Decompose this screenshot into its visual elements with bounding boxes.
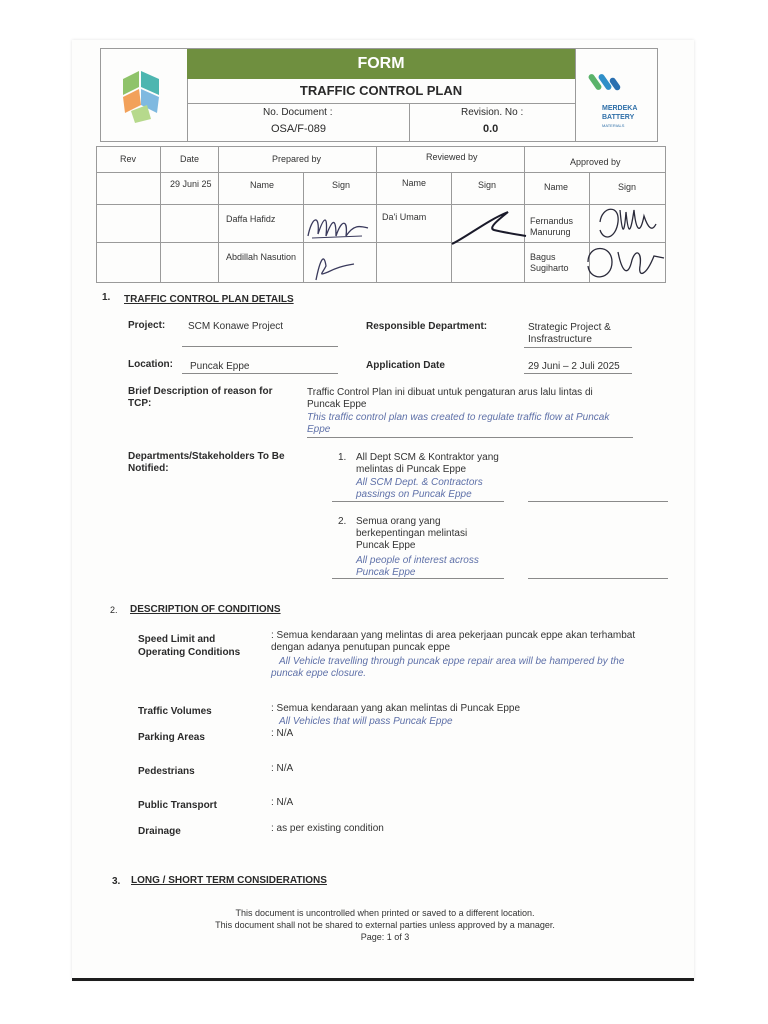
section-3-number: 3. [112, 876, 121, 887]
public-transport-value: : N/A [271, 797, 294, 808]
doc-no-label: No. Document : [263, 107, 333, 118]
signature-fernandus [590, 202, 664, 246]
stakeholder-1-id: All Dept SCM & Kontraktor yang melintas di Puncak Eppe [356, 452, 499, 475]
project-label: Project: [128, 320, 166, 331]
brief-description-label: Brief Description of reason for TCP: [128, 386, 273, 409]
footer-line-2: This document shall not be shared to external parties unless approved by a manager. [215, 920, 555, 930]
drainage-label: Drainage [138, 826, 181, 837]
merdeka-logo-text-1: MERDEKA [602, 105, 638, 112]
stakeholder-2-id: Semua orang yang berkepentingan melintasi Puncak Eppe [356, 516, 468, 551]
responsible-dept-label: Responsible Department: [366, 321, 488, 332]
application-date-value: 29 Juni – 2 Juli 2025 [528, 361, 620, 372]
stakeholder-1-underline [332, 501, 504, 502]
reviewed-name-1: Da'i Umam [382, 212, 427, 222]
section-2-title: DESCRIPTION OF CONDITIONS [130, 604, 281, 615]
stakeholder-2-number: 2. [338, 516, 347, 527]
page-bottom-rule [72, 978, 694, 981]
grid-line [96, 242, 666, 243]
sub-sign-reviewed: Sign [478, 180, 497, 190]
stakeholder-1-en: All SCM Dept. & Contractors passings on Puncak Eppe [356, 477, 483, 500]
footer-line-1: This document is uncontrolled when printed or saved to a different location. [235, 908, 535, 918]
section-2-number: 2. [110, 605, 118, 615]
project-underline [182, 346, 338, 347]
brief-description-en: This traffic control plan was created to regulate traffic flow at Puncak Eppe [307, 412, 610, 435]
application-date-label: Application Date [366, 360, 445, 371]
prepared-name-2: Abdillah Nasution [226, 252, 297, 262]
approved-name-2: Bagus Sugiharto [530, 252, 569, 273]
project-value: SCM Konawe Project [188, 321, 284, 332]
prepared-name-1: Daffa Hafidz [226, 214, 276, 224]
revision-label: Revision. No : [461, 107, 524, 118]
form-band: FORM [187, 49, 575, 79]
merdeka-logo-text-2: BATTERY [602, 114, 635, 121]
grid-line [96, 146, 97, 282]
sub-sign-prepared: Sign [332, 180, 351, 190]
section-1-number: 1. [102, 292, 111, 303]
traffic-volumes-id: : Semua kendaraan yang akan melintas di Puncak Eppe [271, 703, 521, 714]
sub-sign-approved: Sign [618, 182, 637, 192]
stakeholder-1-number: 1. [338, 452, 347, 463]
speed-limit-id: : Semua kendaraan yang melintas di area pekerjaan puncak eppe akan terhambat dengan adanya penutupan puncak eppe [271, 630, 636, 653]
section-3-title: LONG / SHORT TERM CONSIDERATIONS [131, 875, 327, 886]
responsible-dept-underline [524, 347, 632, 348]
sub-name-approved: Name [544, 182, 569, 192]
traffic-volumes-label: Traffic Volumes [138, 706, 212, 717]
approved-name-1: Fernandus Manurung [530, 216, 574, 237]
signature-abdillah [308, 246, 368, 284]
location-underline [182, 373, 338, 374]
merdeka-logo-cell [575, 49, 658, 141]
pedestrians-value: : N/A [271, 763, 294, 774]
grid-line [96, 146, 666, 147]
speed-limit-en: All Vehicle travelling through puncak eppe repair area will be hampered by the puncak eppe closure. [271, 656, 625, 679]
grid-line [96, 204, 666, 205]
stakeholder-2-underline [332, 578, 504, 579]
col-reviewed: Reviewed by [426, 152, 478, 162]
col-prepared: Prepared by [272, 154, 322, 164]
form-title: TRAFFIC CONTROL PLAN [187, 79, 575, 104]
grid-line [160, 146, 161, 282]
approval-table [96, 146, 666, 282]
col-rev: Rev [120, 154, 137, 164]
signature-dai [448, 208, 528, 248]
doc-no-value: OSA/F-089 [271, 123, 327, 135]
merdeka-logo-icon [588, 69, 628, 99]
parking-areas-value: : N/A [271, 728, 294, 739]
revision-value: 0.0 [483, 123, 499, 135]
grid-line [96, 282, 666, 283]
merdeka-logo-text-3: MATERIALS [602, 123, 625, 128]
speed-limit-label: Speed Limit and Operating Conditions [138, 634, 241, 658]
parking-areas-label: Parking Areas [138, 732, 205, 743]
brief-description-id: Traffic Control Plan ini dibuat untuk pengaturan arus lalu lintas di Puncak Eppe [307, 387, 593, 410]
application-date-underline [524, 373, 632, 374]
signature-daffa [302, 206, 376, 246]
form-header [100, 48, 658, 142]
section-1-title: TRAFFIC CONTROL PLAN DETAILS [124, 294, 294, 305]
stakeholders-label: Departments/Stakeholders To Be Notified: [128, 451, 285, 474]
stakeholder-2-underline-2 [528, 578, 668, 579]
pedestrians-label: Pedestrians [138, 766, 195, 777]
sub-name-prepared: Name [250, 180, 275, 190]
company-logo-icon [101, 49, 187, 141]
col-approved: Approved by [570, 157, 621, 167]
public-transport-label: Public Transport [138, 800, 217, 811]
footer-page-number: Page: 1 of 3 [360, 932, 410, 942]
traffic-volumes-en: All Vehicles that will pass Puncak Eppe [279, 716, 453, 727]
doc-split-divider [409, 103, 410, 141]
grid-line [96, 172, 666, 173]
grid-line [218, 146, 219, 282]
brief-description-underline [307, 437, 633, 438]
location-label: Location: [128, 359, 173, 370]
stakeholder-1-underline-2 [528, 501, 668, 502]
grid-line [376, 146, 377, 282]
responsible-dept-value: Strategic Project & Insfrastructure [528, 322, 611, 345]
sub-name-reviewed: Name [402, 178, 427, 188]
col-date: Date [180, 154, 200, 164]
signature-bagus [582, 242, 666, 286]
location-value: Puncak Eppe [190, 361, 250, 372]
stakeholder-2-en: All people of interest across Puncak Eppe [356, 555, 479, 578]
company-logo-cell [101, 49, 188, 141]
drainage-value: : as per existing condition [271, 823, 384, 834]
approval-date: 29 Juni 25 [170, 179, 212, 189]
